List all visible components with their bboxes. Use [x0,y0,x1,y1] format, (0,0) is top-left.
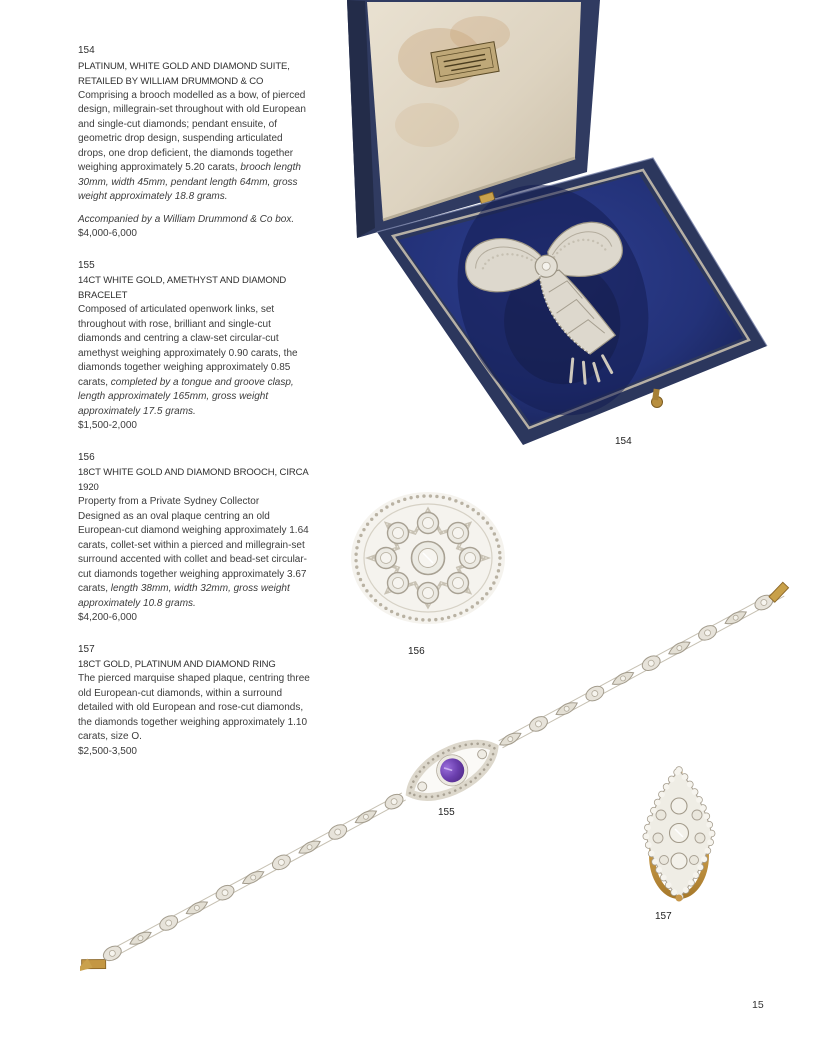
lot-title: 18CT WHITE GOLD AND DIAMOND BROOCH, CIRCA 1920 [78,467,309,493]
lot-154-caption: 154 [615,436,632,447]
lot-title: PLATINUM, WHITE GOLD AND DIAMOND SUITE, RETAILED BY WILLIAM DRUMMOND & CO [78,60,290,87]
lot-154-entry [78,44,310,242]
lot-estimate: $4,200-6,000 [78,612,137,623]
lot-description-roman: The pierced marquise shaped plaque, centring three old European-cut diamonds, within a surround detailed with old European and rose-cut diamonds, the diamonds together weighing approximately 1.10 carats, size O. [78,673,310,742]
amethyst-centre-motif [401,730,504,810]
lot-description [78,303,310,419]
lot-157-photo-ring [612,760,747,910]
gold-clasp [80,959,106,973]
lot-description-dimensions: length 38mm, width 32mm, gross weight approximately 10.8 grams. [78,583,290,609]
lot-provenance: Property from a Private Sydney Collector [78,496,260,507]
lot-accompaniment-note: Accompanied by a William Drummond & Co box. [78,213,295,225]
lot-155-entry [78,259,310,434]
lot-description-dimensions: completed by a tongue and groove clasp, length approximately 165mm, gross weight approximately 17.5 grams. [78,376,294,417]
lot-estimate: $4,000-6,000 [78,228,137,239]
centre-diamonds [670,798,689,869]
lot-154-photo-jewel-box [335,0,805,450]
page-number: 15 [752,999,764,1011]
lot-description-roman: Composed of articulated openwork links, set throughout with rose, brilliant and single-cut diamonds and centring a claw-set circular-cut amethyst weighing approximately 0.90 carats, the diamonds together weighing approximately 0.85 carats, [78,304,298,388]
lot-number: 157 [78,643,95,655]
lot-number: 156 [78,451,95,463]
lot-description-dimensions: brooch length 30mm, width 45mm, pendant length 64mm, gross weight approximately 18.8 grams. [78,162,301,202]
lot-title: 18CT GOLD, PLATINUM AND DIAMOND RING [78,659,276,670]
jewel-box-illustration [335,0,805,450]
lot-estimate: $2,500-3,500 [78,745,137,757]
lot-description-roman: Designed as an oval plaque centring an old European-cut diamond weighing approximately 1.64 carats, collet-set within a pierced and millegrain-set surround accented with collet and bead-set circular-cut diamonds together weighing approximately 3.67 carats, [78,510,309,594]
lot-description-roman: Comprising a brooch modelled as a bow, of pierced design, millegrain-set throughout with old European and single-cut diamonds; pendant ensuite, of geometric drop design, suspending articulated drops, one drop deficient, the diamonds together weighing approximately 5.20 carats, [78,89,306,173]
lot-estimate: $1,500-2,000 [78,420,137,431]
lot-156-caption: 156 [408,646,425,657]
ring-illustration [612,760,747,910]
lot-title: 14CT WHITE GOLD, AMETHYST AND DIAMOND BRACELET [78,275,287,301]
lot-number: 155 [78,259,95,271]
lot-155-caption: 155 [438,807,455,818]
lot-157-caption: 157 [655,911,672,922]
lot-description [78,89,310,205]
lot-number: 154 [78,45,95,56]
